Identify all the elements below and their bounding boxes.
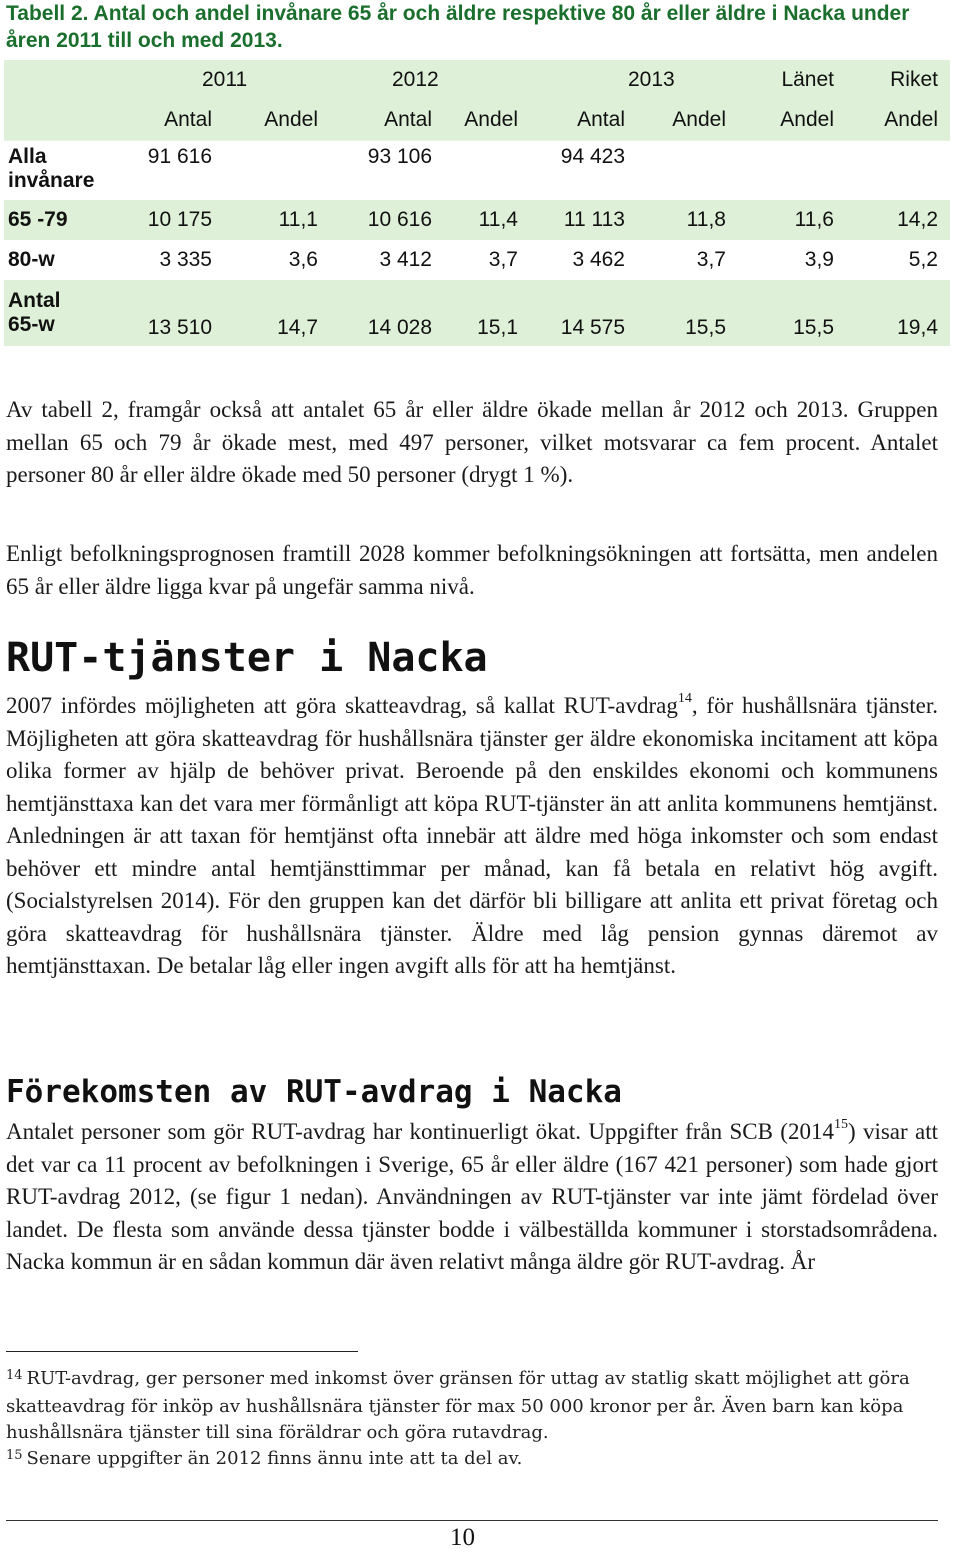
table-cell: 3 462 xyxy=(530,240,637,280)
year-header: 2011 xyxy=(124,60,330,100)
column-header: Andel xyxy=(846,100,950,140)
table-cell: 10 175 xyxy=(124,200,224,240)
table-cell: 15,1 xyxy=(444,280,530,346)
table-cell: 11,4 xyxy=(444,200,530,240)
footnote-number: 15 xyxy=(6,1448,23,1463)
row-label: 80-w xyxy=(4,240,124,280)
table-cell: 3,6 xyxy=(224,240,330,280)
section-heading: RUT-tjänster i Nacka xyxy=(6,635,488,681)
row-label: Alla invånare xyxy=(4,140,124,200)
paragraph: Enligt befolkningsprognosen framtill 2028 kommer befolkningsökningen att fortsätta, men andelen 65 år eller äldre ligga kvar på ungefär samma nivå. xyxy=(6,541,938,599)
paragraph: Antalet personer som gör RUT-avdrag har kontinuerligt ökat. Uppgifter från SCB (2014$^{15}$) visar att det var ca 11 procent av befolkningen i Sverige, 65 år eller äldre (167 421 personer) som hade gjort RUT-avdrag 2012, (se figur 1 nedan). Användningen av RUT-tjänster var inte jämt fördelad över landet. De flesta som använde dessa tjänster bodde i välbeställda kommuner i storstadsområdena. Nacka kommun är en sådan kommun där även relativt många äldre gör RUT-avdrag. År xyxy=(6,1117,939,1274)
table-cell: 14 575 xyxy=(530,280,637,346)
table-cell: 5,2 xyxy=(846,240,950,280)
table-cell: 3 335 xyxy=(124,240,224,280)
table-cell: 14,7 xyxy=(224,280,330,346)
table-cell xyxy=(224,140,330,200)
caption-text: Tabell 2. Antal och andel invånare 65 år och äldre respektive 80 år eller äldre i Nacka under åren 2011 till och med 2013. xyxy=(6,2,910,52)
year-header: 2013 xyxy=(530,60,738,100)
footnote-ref: 15 xyxy=(833,1117,848,1133)
table-cell xyxy=(444,140,530,200)
column-header: Antal xyxy=(124,100,224,140)
subsection-heading: Förekomsten av RUT-avdrag i Nacka xyxy=(6,1074,622,1110)
table-row xyxy=(4,240,950,280)
table-cell xyxy=(738,140,846,200)
table-cell xyxy=(637,140,738,200)
year-header: 2012 xyxy=(330,60,530,100)
column-header: Andel xyxy=(224,100,330,140)
header-row-measures xyxy=(4,100,950,140)
riket-header: Riket xyxy=(846,60,950,100)
paragraph: Av tabell 2, framgår också att antalet 65 år eller äldre ökade mellan år 2012 och 2013. Gruppen mellan 65 och 79 år ökade mest, med 497 personer, vilket motsvarar ca fem procent. Antalet personer 80 år eller äldre ökade med 50 personer (drygt 1 %). xyxy=(6,397,938,487)
table-cell: 15,5 xyxy=(738,280,846,346)
footer-divider xyxy=(6,1520,938,1521)
table-cell: 3 412 xyxy=(330,240,444,280)
table-cell: 15,5 xyxy=(637,280,738,346)
table-cell: 3,7 xyxy=(637,240,738,280)
table-cell: 94 423 xyxy=(530,140,637,200)
table-caption xyxy=(6,0,946,54)
table-cell: 14,2 xyxy=(846,200,950,240)
column-header: Andel xyxy=(637,100,738,140)
table-cell: 91 616 xyxy=(124,140,224,200)
lanet-header: Länet xyxy=(738,60,846,100)
footnote: $^{15}$ Senare uppgifter än 2012 finns ännu inte att ta del av. xyxy=(6,1448,523,1469)
footnote-number: 14 xyxy=(6,1368,23,1383)
page-number: 10 xyxy=(450,1524,475,1551)
table-cell: 14 028 xyxy=(330,280,444,346)
table-cell: 11,6 xyxy=(738,200,846,240)
table-cell: 13 510 xyxy=(124,280,224,346)
population-table xyxy=(4,60,950,346)
footnote: $^{14}$ RUT-avdrag, ger personer med inkomst över gränsen för uttag av statlig skatt möjlighet att göra skatteavdrag för inköp av hushållsnära tjänster för max 50 000 kronor per år. Även barn kan köpa hushållsnära tjänster till sina föräldrar och göra rutavdrag. xyxy=(6,1368,910,1443)
column-header: Andel xyxy=(444,100,530,140)
column-header: Antal xyxy=(330,100,444,140)
table-cell: 93 106 xyxy=(330,140,444,200)
column-header: Antal xyxy=(530,100,637,140)
row-label: Antal 65-w xyxy=(4,280,124,346)
column-header: Andel xyxy=(738,100,846,140)
table-cell: 3,7 xyxy=(444,240,530,280)
table-cell: 11 113 xyxy=(530,200,637,240)
table-cell: 3,9 xyxy=(738,240,846,280)
table-row xyxy=(4,200,950,240)
table-row xyxy=(4,280,950,346)
paragraph: 2007 infördes möjligheten att göra skatteavdrag, så kallat RUT-avdrag$^{14}$, för hushållsnära tjänster. Möjligheten att göra skatteavdrag för hushållsnära tjänster ger äldre ekonomiska incitament att köpa olika former av hjälp de behöver privat. Beroende på den enskildes ekonomi och kommunens hemtjänsttaxa kan det vara mer förmånligt att köpa RUT-tjänster än att anlita kommunens hemtjänst. Anledningen är att taxan för hemtjänst ofta innebär att äldre med höga inkomster och som endast behöver ett mindre antal hemtjänsttimmar per månad, kan få betala en relativt hög avgift. (Socialstyrelsen 2014). För den gruppen kan det därför bli billigare att anlita ett privat företag och göra skatteavdrag för hushållsnära tjänster. Äldre med låg pension gynnas däremot av hemtjänsttaxan. De betalar låg eller ingen avgift alls för att ha hemtjänst. xyxy=(6,691,938,978)
row-label: 65 -79 xyxy=(4,200,124,240)
table-cell: 10 616 xyxy=(330,200,444,240)
table-cell: 19,4 xyxy=(846,280,950,346)
footnote-ref: 14 xyxy=(677,691,692,707)
table-cell: 11,8 xyxy=(637,200,738,240)
table-cell: 11,1 xyxy=(224,200,330,240)
footnote-divider xyxy=(6,1351,358,1352)
table-cell xyxy=(846,140,950,200)
header-row-years xyxy=(4,60,950,100)
table-row xyxy=(4,140,950,200)
